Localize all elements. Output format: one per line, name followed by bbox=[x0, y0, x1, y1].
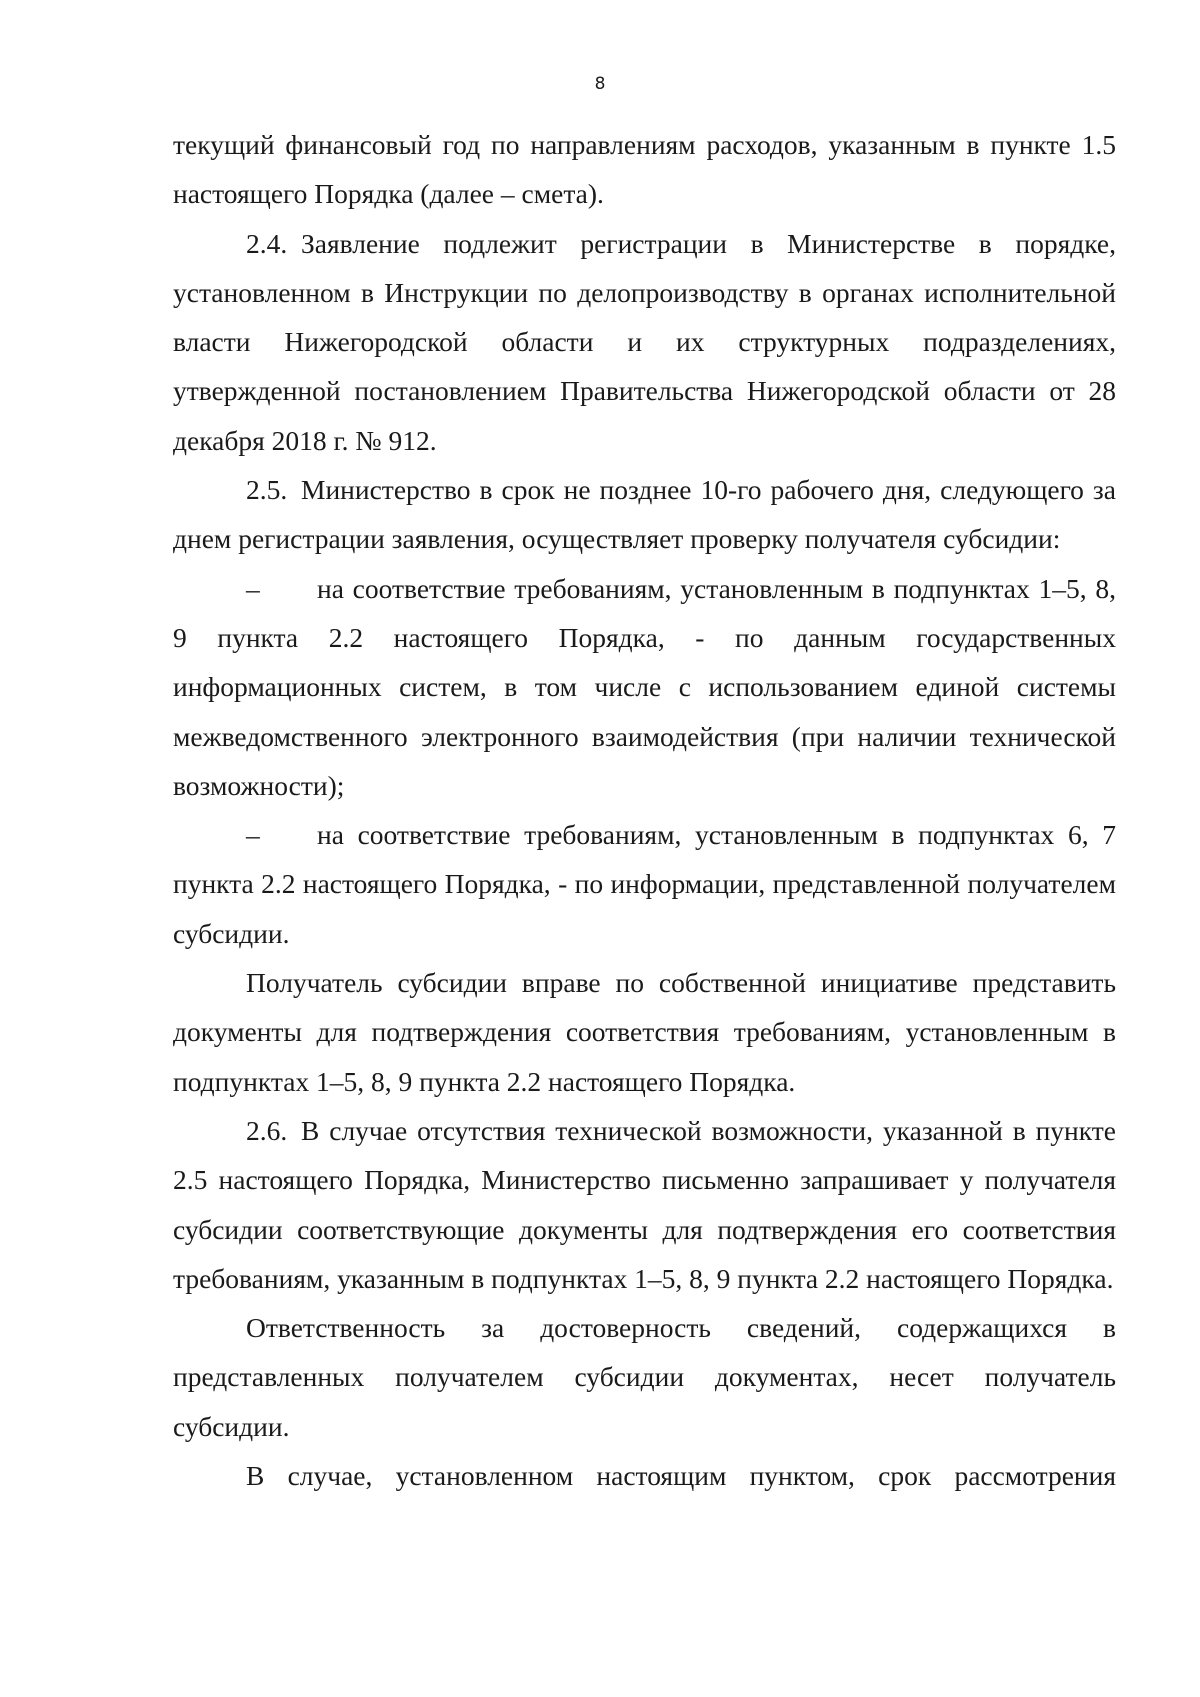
list-item-check-2 bbox=[173, 810, 1116, 958]
paragraph-initiative: Получатель субсидии вправе по собственной инициативе представить документы для подтверждения соответствия требованиям, установленным в подпунктах 1–5, 8, 9 пункта 2.2 настоящего Порядка. bbox=[173, 967, 1116, 1097]
paragraph-continuation: текущий финансовый год по направлениям расходов, указанным в пункте 1.5 настоящего Порядка (далее – смета). bbox=[173, 129, 1116, 210]
paragraph-review-term: В случае, установленном настоящим пунктом, срок рассмотрения bbox=[246, 1460, 1116, 1492]
paragraph-responsibility: Ответственность за достоверность сведений, содержащихся в представленных получателем субсидии документах, несет получатель субсидии. bbox=[173, 1312, 1116, 1442]
list-item-text: на соответствие требованиям, установленным в подпунктах 1–5, 8, 9 пункта 2.2 настоящего Порядка, - по данным государственных информационных систем, в том числе с использованием единой системы межведомственного электронного взаимодействия (при наличии технической возможности); bbox=[173, 572, 1116, 801]
list-dash: – bbox=[246, 819, 260, 851]
list-item-check-1 bbox=[173, 564, 1116, 810]
paragraph-2-5: 2.5. Министерство в срок не позднее 10-го рабочего дня, следующего за днем регистрации заявления, осуществляет проверку получателя субсидии: bbox=[173, 474, 1116, 555]
document-body bbox=[173, 120, 1116, 1500]
list-dash: – bbox=[246, 572, 260, 604]
page-number: 8 bbox=[594, 74, 606, 94]
paragraph-2-6: 2.6. В случае отсутствия технической возможности, указанной в пункте 2.5 настоящего Порядка, Министерство письменно запрашивает у получателя субсидии соответствующие документы для подтверждения его соответствия требованиям, указанным в подпунктах 1–5, 8, 9 пункта 2.2 настоящего Порядка. bbox=[173, 1114, 1116, 1294]
paragraph-2-4: 2.4. Заявление подлежит регистрации в Министерстве в порядке, установленном в Инструкции по делопроизводству в органах исполнительной власти Нижегородской области и их структурных подразделениях, утвержденной постановлением Правительства Нижегородской области от 28 декабря 2018 г. № 912. bbox=[173, 227, 1116, 456]
list-item-text: на соответствие требованиям, установленным в подпунктах 6, 7 пункта 2.2 настоящего Порядка, - по информации, представленной получателем субсидии. bbox=[173, 819, 1116, 949]
